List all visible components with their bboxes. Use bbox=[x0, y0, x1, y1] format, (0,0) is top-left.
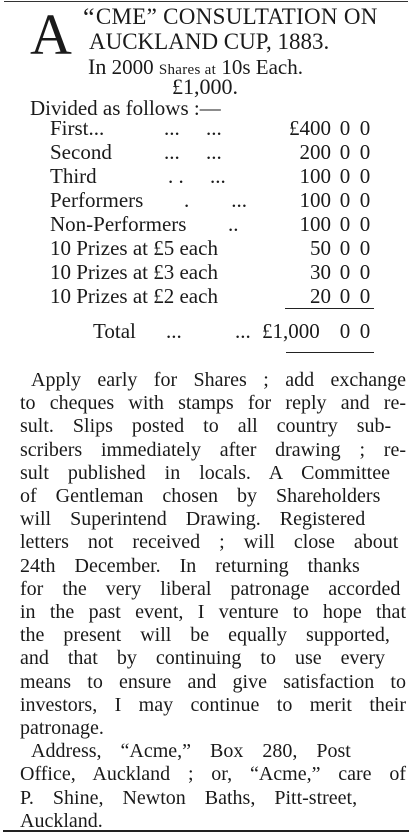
body-line bbox=[0, 762, 417, 786]
prize-row bbox=[0, 116, 417, 140]
total-underline bbox=[286, 352, 374, 353]
body-line-text: patronage. bbox=[20, 717, 104, 739]
body-line bbox=[0, 670, 417, 694]
body-line-text: sult published in locals. A Committee bbox=[20, 461, 390, 484]
body-line-text: P. Shine, Newton Baths, Pitt-street, bbox=[20, 786, 358, 809]
prize-shillings: 0 bbox=[339, 188, 351, 212]
total-dots-2: ... bbox=[235, 319, 251, 343]
prize-shillings: 0 bbox=[339, 140, 351, 164]
body-line bbox=[0, 646, 417, 670]
prize-amount: 200 bbox=[299, 140, 331, 164]
shares-each: Each. bbox=[255, 55, 304, 79]
prize-pence: 0 bbox=[359, 116, 371, 140]
divided-label: Divided as follows :— bbox=[30, 96, 221, 120]
body-line bbox=[0, 716, 417, 740]
sum-rule bbox=[285, 308, 374, 309]
prize-label: Third bbox=[50, 164, 97, 188]
body-line bbox=[0, 530, 417, 554]
prize-pence: 0 bbox=[359, 284, 371, 308]
prize-leader-dots: .. bbox=[228, 212, 239, 236]
prize-pence: 0 bbox=[359, 140, 371, 164]
bottom-rule bbox=[3, 830, 409, 832]
prize-pence: 0 bbox=[359, 236, 371, 260]
prize-shillings: 0 bbox=[339, 164, 351, 188]
body-line bbox=[0, 739, 417, 763]
prize-amount: £400 bbox=[289, 116, 331, 140]
body-line bbox=[0, 786, 417, 810]
body-line-text: for the very liberal patronage accorded bbox=[20, 577, 401, 600]
prize-label: Performers bbox=[50, 188, 144, 212]
total-row bbox=[0, 318, 417, 344]
body-line-text: to cheques with stamps for reply and re- bbox=[20, 392, 406, 415]
body-line-text: in the past event, I venture to hope that bbox=[20, 601, 406, 623]
body-line bbox=[0, 623, 417, 647]
prize-pence: 0 bbox=[359, 164, 371, 188]
body-line bbox=[0, 693, 417, 717]
prize-pence: 0 bbox=[359, 260, 371, 284]
body-line-text: means to ensure and give satisfaction to bbox=[20, 670, 406, 693]
prize-amount: 30 bbox=[310, 260, 331, 284]
total-dots-1: ... bbox=[166, 319, 182, 343]
body-line-text: of Gentleman chosen by Shareholders bbox=[20, 485, 381, 507]
body-line-text: 24th December. In returning thanks bbox=[20, 554, 360, 577]
prize-row bbox=[0, 164, 417, 188]
total-shillings: 0 bbox=[339, 319, 351, 343]
body-line bbox=[0, 577, 417, 601]
shares-in: In bbox=[88, 54, 107, 79]
prize-row bbox=[0, 188, 417, 212]
body-line bbox=[0, 368, 417, 392]
prize-label: 10 Prizes at £2 each bbox=[50, 284, 218, 308]
shares-price: 10s bbox=[221, 55, 251, 79]
shares-label: Shares at bbox=[158, 62, 217, 78]
body-line bbox=[0, 554, 417, 578]
body-line-text: sult. Slips posted to all country sub- bbox=[20, 415, 392, 438]
prize-row bbox=[0, 236, 417, 260]
prize-amount: 100 bbox=[299, 212, 331, 236]
body-line-text: Address, “Acme,” Box 280, Post bbox=[31, 740, 351, 763]
body-line-text: will Superintend Drawing. Registered bbox=[20, 508, 366, 531]
total-label: Total bbox=[93, 319, 136, 343]
prize-label: First... bbox=[50, 116, 105, 140]
prize-leader-dots: . . ... bbox=[168, 164, 226, 188]
total-pence: 0 bbox=[359, 319, 371, 343]
prize-label: Non-Performers bbox=[50, 212, 187, 236]
prize-pool: £1,000. bbox=[172, 74, 238, 99]
body-line bbox=[0, 484, 417, 508]
body-line-text: letters not received ; will close about bbox=[20, 531, 399, 554]
prize-label: Second bbox=[50, 140, 112, 164]
prize-pence: 0 bbox=[359, 188, 371, 212]
body-line-text: Apply early for Shares ; add exchange bbox=[31, 369, 406, 391]
prize-label: 10 Prizes at £3 each bbox=[50, 260, 218, 284]
prize-label: 10 Prizes at £5 each bbox=[50, 236, 218, 260]
shares-count: 2000 bbox=[111, 55, 154, 79]
prize-leader-dots: . ... bbox=[184, 188, 247, 212]
body-line bbox=[0, 461, 417, 485]
heading-title: CME” CONSULTATION ON bbox=[95, 4, 378, 29]
prize-row bbox=[0, 140, 417, 164]
prize-shillings: 0 bbox=[339, 236, 351, 260]
drop-cap-letter: A bbox=[30, 2, 72, 67]
heading-line-2: AUCKLAND CUP, 1883. bbox=[89, 29, 330, 54]
body-line bbox=[0, 391, 417, 415]
prize-shillings: 0 bbox=[339, 260, 351, 284]
body-line bbox=[0, 438, 417, 462]
prize-amount: 50 bbox=[310, 236, 331, 260]
prize-row bbox=[0, 284, 417, 308]
body-line-text: the present will be equally supported, bbox=[20, 624, 390, 647]
prize-leader-dots: ... ... bbox=[164, 140, 222, 164]
body-line-text: scribers immediately after drawing ; re- bbox=[20, 438, 406, 461]
prize-pence: 0 bbox=[359, 212, 371, 236]
prize-row bbox=[0, 212, 417, 236]
prize-row bbox=[0, 260, 417, 284]
prize-shillings: 0 bbox=[339, 116, 351, 140]
total-amount: £1,000 bbox=[262, 319, 320, 343]
body-line-text: Office, Auckland ; or, “Acme,” care of bbox=[20, 763, 406, 786]
body-line bbox=[0, 414, 417, 438]
prize-shillings: 0 bbox=[339, 212, 351, 236]
prize-amount: 100 bbox=[299, 164, 331, 188]
prize-amount: 20 bbox=[310, 284, 331, 308]
heading-line-1: “CME” CONSULTATION ON bbox=[83, 3, 378, 32]
prize-shillings: 0 bbox=[339, 284, 351, 308]
body-line-text: and that by continuing to use every bbox=[20, 647, 386, 670]
prize-leader-dots: ... ... bbox=[164, 116, 222, 140]
body-line-text: investors, I may continue to merit their bbox=[20, 693, 406, 716]
body-line-text: Auckland. bbox=[20, 809, 103, 832]
body-line bbox=[0, 507, 417, 531]
body-line bbox=[0, 600, 417, 624]
prize-amount: 100 bbox=[299, 188, 331, 212]
